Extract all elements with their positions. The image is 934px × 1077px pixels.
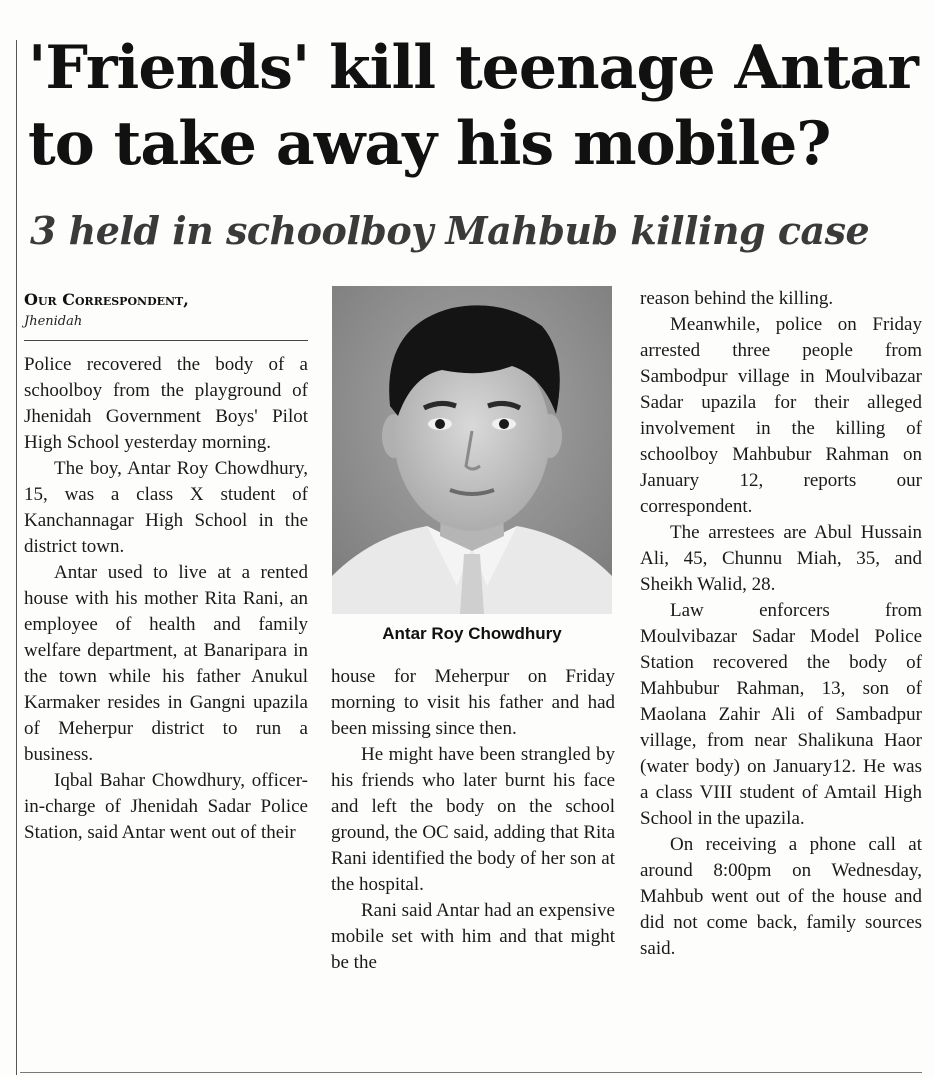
paragraph: Law enforcers from Moulvibazar Sadar Model Police Station recovered the body of Mahbubur Rahman, 13, son of Maolana Zahir Ali of Sambadpur village, from near Shalikuna Haor (water body) on January12. He was a class VIII student of Amtail High School in the upazila. <box>640 600 922 829</box>
headline: 'Friends' kill teenage Antar to take away his mobile? <box>28 33 918 179</box>
paragraph: Antar used to live at a rented house with his mother Rita Rani, an employee of health and family welfare department, at Banaripara in the town while his father Anukul Karmaker resides in Gangni upazila of Meherpur district to run a business. <box>24 562 308 765</box>
paragraph: Rani said Antar had an expensive mobile set with him and that might be the <box>331 900 615 973</box>
article-column-2 <box>331 664 615 976</box>
paragraph: On receiving a phone call at around 8:00pm on Wednesday, Mahbub went out of the house and did not come back, family sources said. <box>640 834 922 959</box>
paragraph: house for Meherpur on Friday morning to visit his father and had been missing since then. <box>331 666 615 739</box>
byline-place: Jhenidah <box>24 314 83 329</box>
portrait-illustration <box>332 286 612 614</box>
subheadline: 3 held in schoolboy Mahbub killing case <box>30 208 870 253</box>
byline-divider <box>24 340 308 341</box>
article-column-1 <box>24 352 308 846</box>
left-margin-rule <box>16 40 17 1075</box>
bottom-rule <box>20 1072 922 1073</box>
paragraph: Police recovered the body of a schoolboy from the playground of Jhenidah Government Boys' Pilot High School yesterday morning. <box>24 354 308 453</box>
paragraph: Meanwhile, police on Friday arrested three people from Sambodpur village in Moulvibazar Sadar upazila for their alleged involvement in the killing of schoolboy Mahbubur Rahman on January 12, reports our correspondent. <box>640 314 922 517</box>
byline-name: Our Correspondent, <box>24 290 189 309</box>
paragraph: The arrestees are Abul Hussain Ali, 45, Chunnu Miah, 35, and Sheikh Walid, 28. <box>640 522 922 595</box>
paragraph: He might have been strangled by his friends who later burnt his face and left the body on the school ground, the OC said, adding that Rita Rani identified the body of her son at the hospital. <box>331 744 615 895</box>
paragraph: reason behind the killing. <box>640 288 834 309</box>
paragraph: The boy, Antar Roy Chowdhury, 15, was a class X student of Kanchannagar High School in the district town. <box>24 458 308 557</box>
photo-caption: Antar Roy Chowdhury <box>382 624 562 643</box>
paragraph: Iqbal Bahar Chowdhury, officer-in-charge of Jhenidah Sadar Police Station, said Antar went out of their <box>24 770 308 843</box>
article-column-3 <box>640 286 922 962</box>
portrait-photo <box>332 286 612 614</box>
